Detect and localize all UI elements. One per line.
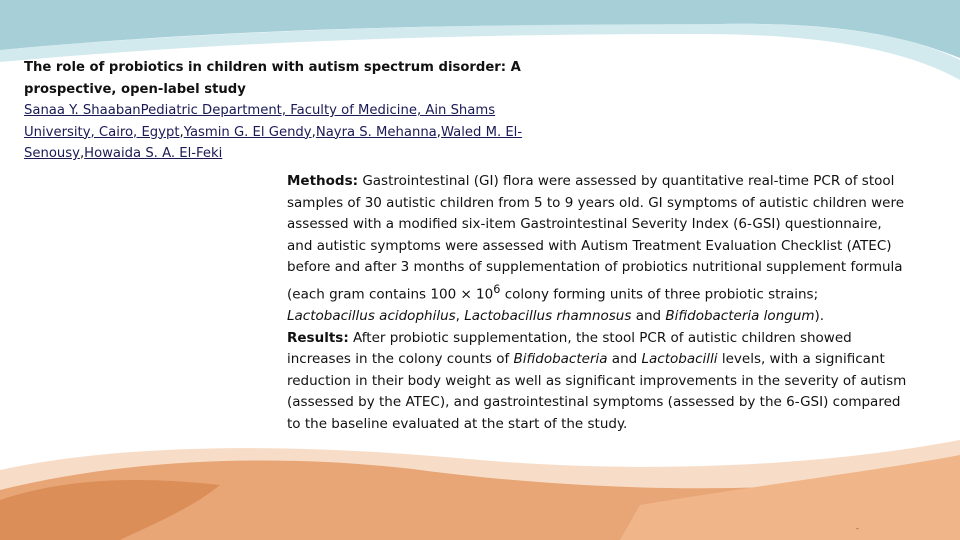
exponent: 6	[493, 282, 501, 296]
conjunction-text: and	[607, 351, 642, 368]
author-link[interactable]: Yasmin G. El Gendy	[183, 124, 312, 140]
author-separator: ,	[179, 124, 184, 140]
methods-label: Methods:	[287, 173, 359, 189]
affiliation-link[interactable]: Pediatric Department, Faculty of Medicine, Ain Shams University, Cairo, Egypt	[24, 103, 496, 140]
closing-text: ).	[814, 308, 825, 325]
results-text: After probiotic supplementation, the stool PCR of autistic children showed increases in the colony counts of	[287, 329, 852, 368]
species-name: Lactobacillus acidophilus	[287, 308, 456, 325]
article-title: The role of probiotics in children with autism spectrum disorder: A prospective, open-label study	[24, 60, 521, 97]
author-link[interactable]: Nayra S. Mehanna	[315, 124, 437, 140]
article-header	[24, 57, 569, 165]
methods-text: Gastrointestinal (GI) flora were assessed by quantitative real-time PCR of stool samples of 30 autistic children from 5 to 9 years old. GI symptoms of autistic children were assessed with a modified six-item Gastrointestinal Severity Index (6-GSI) questionnaire, and autistic symptoms were assessed with Autism Treatment Evaluation Checklist (ATEC) before and after 3 months of supplementation of probiotics nutritional supplement formula (each gram contains 100 × 10	[287, 173, 905, 303]
genus-name: Lactobacilli	[641, 351, 718, 368]
author-list	[24, 100, 569, 165]
methods-text: colony forming units of three probiotic strains;	[500, 286, 819, 303]
author-separator: ,	[79, 146, 85, 161]
species-name: Lactobacillus rhamnosus	[464, 308, 632, 325]
results-text: levels, with a significant reduction in their body weight as well as significant improvements in the severity of autism (assessed by the ATEC), and gastrointestinal symptoms (assessed by the 6-GSI) compared to the baseline evaluated at the start of the study.	[287, 351, 907, 433]
separator-text: ,	[455, 308, 465, 325]
author-separator: ,	[311, 124, 316, 140]
page-mark: -	[856, 524, 859, 533]
genus-name: Bifidobacteria	[513, 351, 608, 368]
author-link[interactable]: Waled M. El-Senousy	[24, 124, 523, 161]
methods-paragraph	[287, 171, 907, 328]
species-name: Bifidobacteria longum	[665, 308, 815, 325]
conjunction-text: and	[631, 308, 666, 325]
author-link[interactable]: Sanaa Y. Shaaban	[24, 103, 141, 118]
abstract-block	[287, 171, 907, 436]
author-separator: ,	[436, 124, 441, 140]
results-paragraph	[287, 328, 907, 436]
results-label: Results:	[287, 329, 349, 346]
author-link[interactable]: Howaida S. A. El-Feki	[84, 146, 223, 161]
